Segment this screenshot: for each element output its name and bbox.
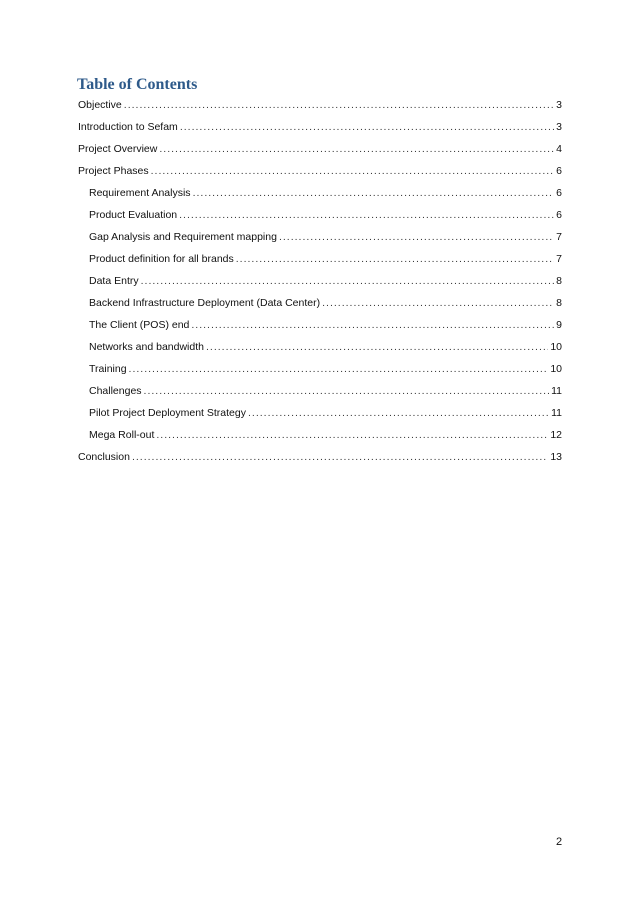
toc-entry-text: Networks and bandwidth: [89, 341, 204, 353]
toc-entry-text: Introduction to Sefam: [78, 121, 178, 133]
toc-entry-text: Backend Infrastructure Deployment (Data Center): [89, 297, 321, 309]
toc-entry-requirement-analysis[interactable]: [78, 182, 562, 204]
toc-title: Table of Contents: [77, 76, 198, 93]
toc-dot-leader: [179, 204, 554, 226]
toc-entry-page: 4: [556, 143, 562, 155]
toc-entry-page: 11: [551, 407, 562, 419]
toc-entry-text: Conclusion: [78, 451, 130, 463]
toc-entry-page: 8: [556, 297, 562, 309]
toc-entry-text: The Client (POS) end: [89, 319, 190, 331]
toc-entry-text: Training: [89, 363, 127, 375]
toc-entry-product-definition[interactable]: [78, 248, 562, 270]
page-number: 2: [556, 836, 563, 848]
toc-entry-text: Project Phases: [78, 165, 149, 177]
toc-entry-product-evaluation[interactable]: [78, 204, 562, 226]
toc-entry-text: Challenges: [89, 385, 142, 397]
toc-entry-text: Pilot Project Deployment Strategy: [89, 407, 246, 419]
toc-entry-project-overview[interactable]: [78, 138, 562, 160]
toc-entry-data-entry[interactable]: [78, 270, 562, 292]
toc-entry-client-pos[interactable]: [78, 314, 562, 336]
toc-entry-page: 3: [556, 121, 562, 133]
toc-entry-text: Objective: [78, 99, 122, 111]
toc-entry-page: 8: [556, 275, 562, 287]
toc-entry-page: 11: [551, 385, 562, 397]
toc-dot-leader: [132, 446, 548, 468]
toc-entry-text: Gap Analysis and Requirement mapping: [89, 231, 277, 243]
toc-entry-gap-analysis[interactable]: [78, 226, 562, 248]
toc-entry-mega-rollout[interactable]: [78, 424, 562, 446]
toc-dot-leader: [144, 380, 550, 402]
toc-entry-conclusion[interactable]: [78, 446, 562, 468]
toc-dot-leader: [236, 248, 554, 270]
toc-entry-page: 6: [556, 165, 562, 177]
toc-entry-page: 7: [556, 253, 562, 265]
toc-entry-networks[interactable]: [78, 336, 562, 358]
toc-entry-project-phases[interactable]: [78, 160, 562, 182]
toc-entry-text: Product definition for all brands: [89, 253, 234, 265]
toc-entry-page: 7: [556, 231, 562, 243]
toc-dot-leader: [193, 182, 555, 204]
toc-entry-page: 13: [550, 451, 562, 463]
toc-dot-leader: [124, 94, 554, 116]
toc-entry-text: Requirement Analysis: [89, 187, 191, 199]
toc-dot-leader: [248, 402, 549, 424]
toc-entry-text: Product Evaluation: [89, 209, 178, 221]
toc-dot-leader: [159, 138, 554, 160]
toc-entry-objective[interactable]: [78, 94, 562, 116]
toc-dot-leader: [191, 314, 554, 336]
toc-entry-page: 10: [550, 363, 562, 375]
toc-entry-page: 6: [556, 209, 562, 221]
toc-entry-introduction[interactable]: [78, 116, 562, 138]
toc-list: [78, 94, 562, 468]
toc-entry-text: Mega Roll-out: [89, 429, 155, 441]
toc-entry-page: 10: [550, 341, 562, 353]
toc-dot-leader: [180, 116, 554, 138]
toc-entry-page: 6: [556, 187, 562, 199]
toc-entry-training[interactable]: [78, 358, 562, 380]
toc-dot-leader: [151, 160, 555, 182]
toc-dot-leader: [279, 226, 554, 248]
toc-entry-page: 9: [556, 319, 562, 331]
toc-entry-text: Project Overview: [78, 143, 158, 155]
toc-entry-backend-infrastructure[interactable]: [78, 292, 562, 314]
toc-dot-leader: [141, 270, 555, 292]
toc-entry-text: Data Entry: [89, 275, 139, 287]
toc-entry-challenges[interactable]: [78, 380, 562, 402]
toc-dot-leader: [156, 424, 548, 446]
toc-dot-leader: [322, 292, 554, 314]
toc-dot-leader: [206, 336, 548, 358]
toc-entry-page: 12: [550, 429, 562, 441]
toc-entry-pilot-project[interactable]: [78, 402, 562, 424]
toc-entry-page: 3: [556, 99, 562, 111]
toc-dot-leader: [129, 358, 549, 380]
